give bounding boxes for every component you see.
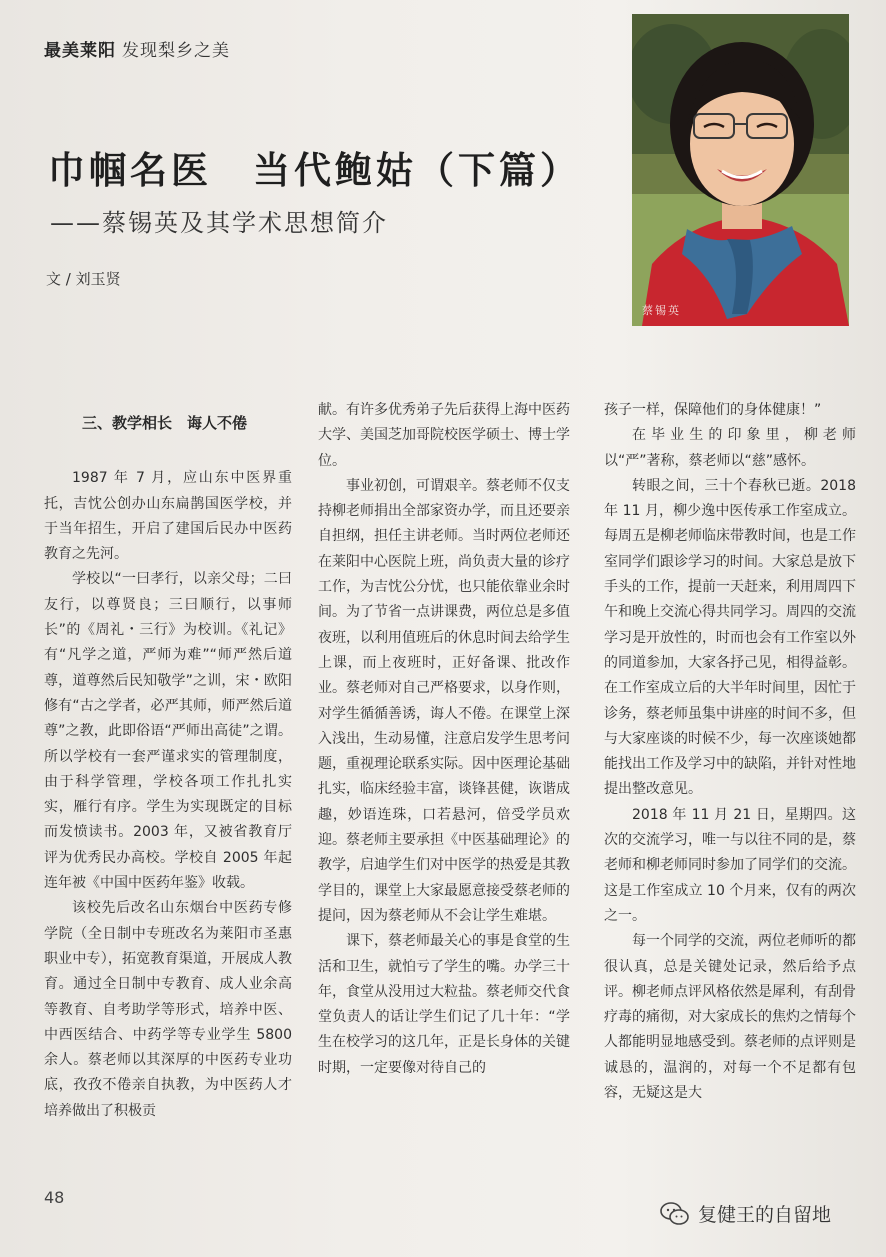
- column-subtitle: 发现梨乡之美: [122, 41, 230, 61]
- paragraph: 事业初创，可谓艰辛。蔡老师不仅支持柳老师捐出全部家资办学，而且还要亲自担纲，担任主讲老师。当时两位老师还在莱阳中心医院上班，尚负责大量的诊疗工作，为吉忱公分忧，也只能依靠业余时间。为了节省一点讲课费，两位总是多值夜班，以利用值班后的休息时间去给学生上课，而上夜班时，正好备课、批改作业。蔡老师对自己严格要求，以身作则，对学生循循善诱，诲人不倦。在课堂上深入浅出，生动易懂，注意启发学生思考问题，重视理论联系实际。因中医理论基础扎实，临床经验丰富，谈锋甚健，诙谐成趣，妙语连珠，口若悬河，倍受学员欢迎。蔡老师主要承担《中医基础理论》的教学，启迪学生们对中医学的热爱是其教学目的，课堂上大家最愿意接受蔡老师的提问，因为蔡老师从不会让学生难堪。: [318, 477, 570, 924]
- portrait-illustration: [632, 14, 849, 326]
- paragraph: 每一个同学的交流，两位老师听的都很认真，总是关键处记录，然后给予点评。柳老师点评风格依然是犀利，有刮骨疗毒的痛彻，对大家成长的焦灼之情每个人都能明显地感受到。蔡老师的点评则是诚恳的，温润的，对每一个不足都有包容，无疑这是大: [604, 933, 856, 1102]
- author-byline: 文 / 刘玉贤: [46, 270, 121, 288]
- photo-caption: 蔡锡英: [642, 304, 681, 317]
- paragraph: 转眼之间，三十个春秋已逝。2018 年 11 月，柳少逸中医传承工作室成立。每周五是柳老师临床带教时间，也是工作室同学们跟诊学习的时间。大家总是放下手头的工作，提前一天赶来，利用周四下午和晚上交流心得共同学习。周四的交流学习是开放性的，时而也会有工作室以外的同道参加，大家各抒己见，相得益彰。在工作室成立后的大半年时间里，因忙于诊务，蔡老师虽集中讲座的时间不多，但与大家座谈的时候不少，每一次座谈她都能找出工作及学习中的缺陷，并针对性地提出整改意见。: [604, 477, 856, 798]
- column-name: 最美莱阳: [44, 41, 116, 61]
- text-column-1: [44, 411, 292, 1124]
- paragraph: 学校以“一曰孝行，以亲父母；二曰友行，以尊贤良；三曰顺行，以事师长”的《周礼・三行》为校训。《礼记》有“凡学之道，严师为难”“师严然后道尊，道尊然后民知敬学”之训，宋・欧阳修有“古之学者，必严其师，师严然后道尊”之教，此即俗语“严师出高徒”之谓。所以学校有一套严谨求实的管理制度，由于科学管理，学校各项工作扎扎实实，雁行有序。学生为实现既定的目标而发愤读书。2003 年，又被省教育厅评为优秀民办高校。学校自 2005 年起连年被《中国中医药年鉴》收载。: [44, 571, 292, 892]
- section-heading: 三、教学相长 诲人不倦: [82, 414, 248, 432]
- portrait-photo: [632, 14, 849, 326]
- text-column-3: [604, 398, 856, 1106]
- column-header: [44, 36, 230, 61]
- article-title: 巾帼名医 当代鲍姑（下篇）: [48, 148, 581, 192]
- wechat-icon: [660, 1201, 690, 1227]
- paragraph: 课下，蔡老师最关心的事是食堂的生活和卫生，就怕亏了学生的嘴。办学三十年，食堂从没用过大粒盐。蔡老师交代食堂负责人的话让学生们记了几十年：“学生在校学习的这几年，正是长身体的关键时期，一定要像对待自己的: [318, 933, 570, 1076]
- text-column-2: [318, 398, 570, 1081]
- watermark: [660, 1200, 831, 1227]
- page-number: 48: [44, 1188, 65, 1207]
- paragraph: 1987 年 7 月，应山东中医界重托，吉忱公创办山东扁鹊国医学校，并于当年招生，开启了建国后民办中医药教育之先河。: [44, 470, 292, 563]
- paragraph: 献。有许多优秀弟子先后获得上海中医药大学、美国芝加哥院校医学硕士、博士学位。: [318, 402, 570, 469]
- paragraph: 孩子一样，保障他们的身体健康！”: [604, 402, 822, 418]
- paragraph: 2018 年 11 月 21 日，星期四。这次的交流学习，唯一与以往不同的是，蔡老师和柳老师同时参加了同学们的交流。这是工作室成立 10 个月来，仅有的两次之一。: [604, 806, 856, 924]
- paragraph: 在毕业生的印象里，柳老师以“严”著称，蔡老师以“慈”感怀。: [604, 427, 856, 469]
- paragraph: 该校先后改名山东烟台中医药专修学院（全日制中专班改名为莱阳市圣惠职业中专），拓宽教育渠道，开展成人教育。通过全日制中专教育、成人业余高等教育、自考助学等形式，培养中医、中西医结合、中药学等专业学生 5800 余人。蔡老师以其深厚的中医药专业功底，孜孜不倦亲自执教，为中医药人才培养做出了积极贡: [44, 900, 292, 1119]
- watermark-text: 复健王的自留地: [698, 1204, 832, 1226]
- article-subtitle: ——蔡锡英及其学术思想简介: [50, 209, 388, 237]
